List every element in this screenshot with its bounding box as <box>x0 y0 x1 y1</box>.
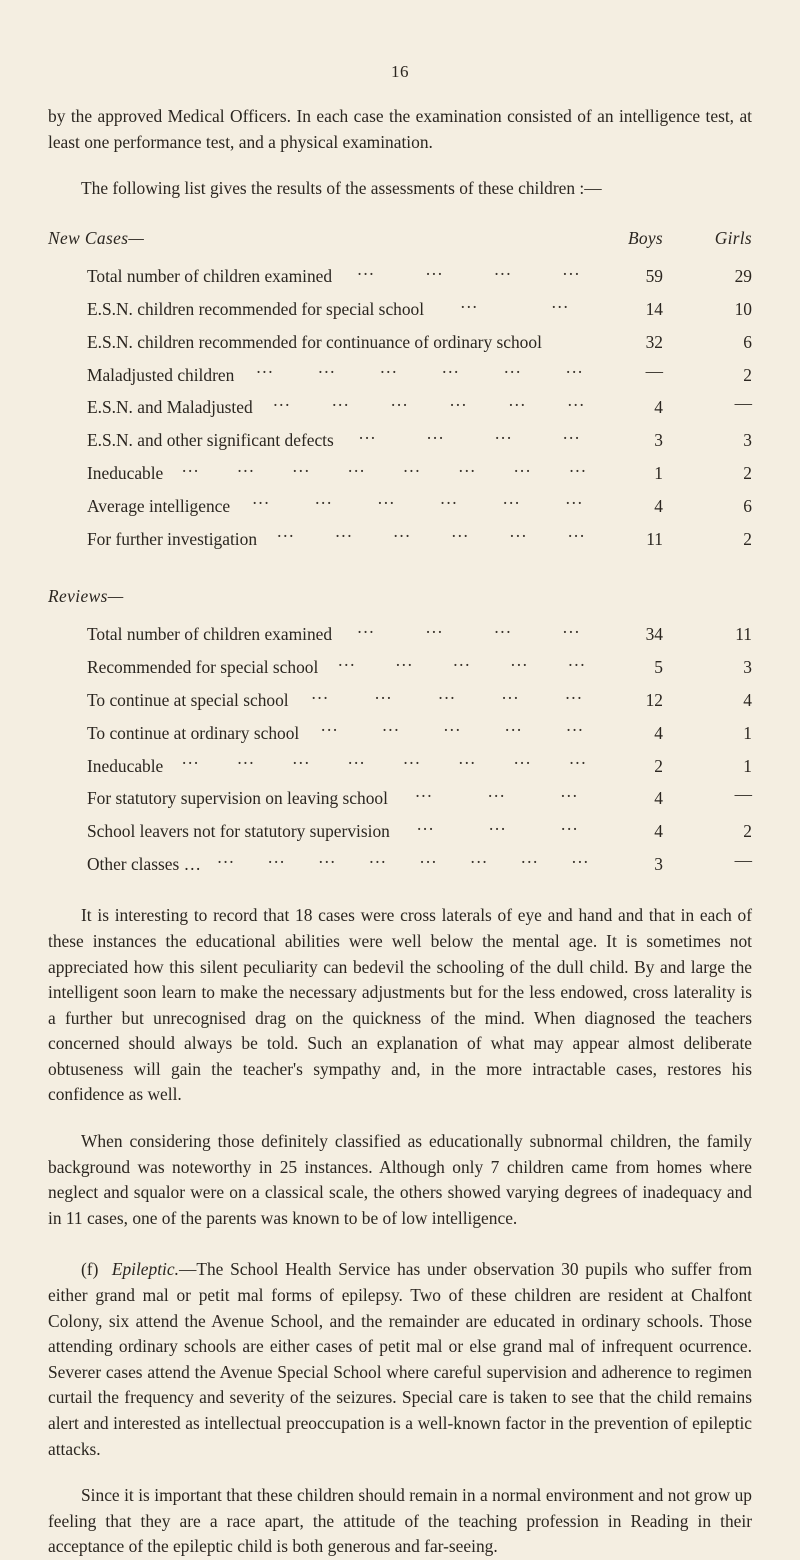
dot-leader: ... ... ... ... <box>358 422 581 443</box>
row-value-boys: 32 <box>645 331 663 352</box>
row-label: To continue at special school <box>87 689 289 710</box>
row-value-boys: 4 <box>654 788 663 809</box>
row-value-boys: 14 <box>645 298 663 319</box>
row-value-boys: 5 <box>654 657 663 678</box>
row-value-boys: 3 <box>654 853 663 874</box>
row-value-boys: 4 <box>654 722 663 743</box>
row-value-boys: 4 <box>654 397 663 418</box>
table-row <box>87 486 752 519</box>
row-label: To continue at ordinary school <box>87 722 300 743</box>
family-background-paragraph: When considering those definitely classified as educationally subnormal children, the family background was noteworthy in 25 instances. Although only 7 children came from homes where neglect and squalor were on a classical scale, the others showed varying degrees of inadequacy and in 11 cases, one of the parents was known to be of low intelligence. <box>48 1131 752 1228</box>
table-row <box>87 519 752 552</box>
row-value-girls: 2 <box>743 821 752 842</box>
page-number: 16 <box>391 62 409 81</box>
column-header-boys: Boys <box>627 227 663 248</box>
row-value-girls: — <box>734 393 752 414</box>
epileptic-heading: Epileptic. <box>111 1259 179 1280</box>
table-row <box>87 746 752 779</box>
row-label: For further investigation <box>87 528 258 549</box>
dot-leader: ... ... ... ... ... ... <box>256 357 584 378</box>
table-header-row <box>48 586 752 607</box>
row-value-boys: 34 <box>645 624 663 645</box>
table-row <box>87 713 752 746</box>
table-rows <box>48 257 752 552</box>
row-label: For statutory supervision on leaving school <box>87 788 388 809</box>
row-value-boys: 2 <box>654 755 663 776</box>
column-header-girls: Girls <box>714 227 752 248</box>
row-value-girls: 2 <box>743 364 752 385</box>
table-block <box>48 228 752 552</box>
row-label: Total number of children examined <box>87 266 333 287</box>
assessment-tables <box>48 228 752 878</box>
table-row <box>87 290 752 323</box>
dot-leader: ... ... ... <box>415 780 579 801</box>
row-value-girls: 2 <box>743 462 752 483</box>
row-label: E.S.N. and Maladjusted <box>87 397 253 418</box>
row-label: Other classes … <box>87 853 201 874</box>
table-header-row <box>48 228 752 249</box>
epileptic-marker: (f) <box>81 1259 99 1280</box>
row-value-boys: 12 <box>645 689 663 710</box>
table-row <box>87 388 752 421</box>
table-row <box>87 421 752 454</box>
epileptic-body: The School Health Service has under observation 30 pupils who suffer from either grand mal or petit mal forms of epilepsy. Two of these children are resident at Chalfont Colony, six attend the Avenue School, and the remainder are educated in ordinary schools. Those attending ordinary schools are either cases of petit mal or else grand mal of infrequent ocurrence. Severer cases attend the Avenue Special School where careful supervision and adherence to regimen curtail the frequency and severity of the seizures. Special care is taken to see that the child remains alert and interested as intellectual preoccupation is a well-known factor in the prevention of epileptic attacks. <box>48 1259 752 1459</box>
dot-leader <box>542 322 606 347</box>
table-rows <box>48 615 752 877</box>
row-value-girls: 1 <box>743 755 752 776</box>
dot-leader: ... ... ... ... ... <box>311 682 584 703</box>
table-row <box>87 615 752 648</box>
row-label: School leavers not for statutory supervision <box>87 821 390 842</box>
dot-leader: ... ... ... ... <box>357 258 581 279</box>
table-row <box>87 355 752 388</box>
row-value-girls: 6 <box>743 331 752 352</box>
row-label: Ineducable <box>87 462 164 483</box>
row-label: Recommended for special school <box>87 657 319 678</box>
table-block <box>48 586 752 877</box>
dot-leader: ... ... ... ... ... ... <box>273 389 586 410</box>
table-title: Reviews— <box>48 585 124 606</box>
table-row <box>87 648 752 681</box>
row-value-girls: 6 <box>743 495 752 516</box>
row-label: Total number of children examined <box>87 624 333 645</box>
row-value-girls: 1 <box>743 722 752 743</box>
epileptic-closing-paragraph: Since it is important that these children should remain in a normal environment and not grow up feeling that they are a race apart, the attitude of the teaching profession in Reading in their acceptance of the epileptic child is both generous and far-seeing. <box>48 1485 752 1557</box>
row-value-boys: 1 <box>654 462 663 483</box>
row-label: E.S.N. children recommended for continuance of ordinary school <box>87 331 542 352</box>
row-value-girls: 29 <box>734 266 752 287</box>
row-label: E.S.N. and other significant defects <box>87 430 334 451</box>
row-label: Ineducable <box>87 755 164 776</box>
row-value-girls: 3 <box>743 430 752 451</box>
epileptic-dash: — <box>178 1259 197 1280</box>
dot-leader: ... ... ... ... ... ... <box>277 521 586 542</box>
row-value-boys: 59 <box>645 266 663 287</box>
table-row <box>87 812 752 845</box>
dot-leader: ... ... ... ... <box>357 616 581 637</box>
row-value-boys: 4 <box>654 495 663 516</box>
dot-leader: ... ... ... ... ... ... ... ... <box>217 846 590 867</box>
row-label: Maladjusted children <box>87 364 235 385</box>
dot-leader: ... ... ... ... ... ... <box>252 488 584 509</box>
epileptic-paragraph <box>48 1257 752 1462</box>
row-value-girls: — <box>734 849 752 870</box>
dot-leader: ... ... ... ... ... <box>321 715 585 736</box>
table-row <box>87 322 752 355</box>
row-value-boys: 11 <box>646 528 663 549</box>
table-row <box>87 257 752 290</box>
table-row <box>87 779 752 812</box>
cross-laterality-paragraph: It is interesting to record that 18 cases were cross laterals of eye and hand and that in each of these instances the educational abilities were well below the mental age. It is sometimes not appreciated how this silent peculiarity can bedevil the schooling of the dull child. By and large the intelligent soon learn to make the necessary adjustments but for the less endowed, cross laterality is a further but unrecognised drag on the quickness of the mind. When diagnosed the teachers concerned should always be told. Such an explanation of what may appear almost deliberate obtuseness will gain the teacher's sympathy and, in the more intractable cases, restores his confidence as well. <box>48 905 752 1105</box>
discussion-paragraphs <box>48 903 752 1231</box>
row-value-boys: — <box>645 360 663 381</box>
table-title: New Cases— <box>48 227 145 248</box>
dot-leader: ... ... ... ... ... ... ... ... <box>182 455 588 476</box>
row-value-girls: 4 <box>743 689 752 710</box>
table-row <box>87 845 752 878</box>
row-value-boys: 3 <box>654 430 663 451</box>
dot-leader: ... ... ... <box>416 813 579 834</box>
row-label: Average intelligence <box>87 495 231 516</box>
page-content <box>27 104 773 1560</box>
row-value-girls: 11 <box>735 624 752 645</box>
intro-paragraph-2: The following list gives the results of the assessments of these children :— <box>81 178 602 199</box>
row-value-girls: — <box>734 784 752 805</box>
row-label: E.S.N. children recommended for special school <box>87 298 425 319</box>
row-value-boys: 4 <box>654 821 663 842</box>
intro-paragraph-1: by the approved Medical Officers. In each case the examination consisted of an intelligence test, at least one performance test, and a physical examination. <box>48 106 752 152</box>
table-row <box>87 681 752 714</box>
row-value-girls: 2 <box>743 528 752 549</box>
dot-leader: ... ... ... ... ... ... ... ... <box>182 748 588 769</box>
dot-leader: ... ... ... ... ... <box>338 649 587 670</box>
dot-leader: ... ... <box>460 291 570 312</box>
row-value-girls: 10 <box>734 298 752 319</box>
table-row <box>87 454 752 487</box>
row-value-girls: 3 <box>743 657 752 678</box>
document-page <box>0 62 800 1557</box>
